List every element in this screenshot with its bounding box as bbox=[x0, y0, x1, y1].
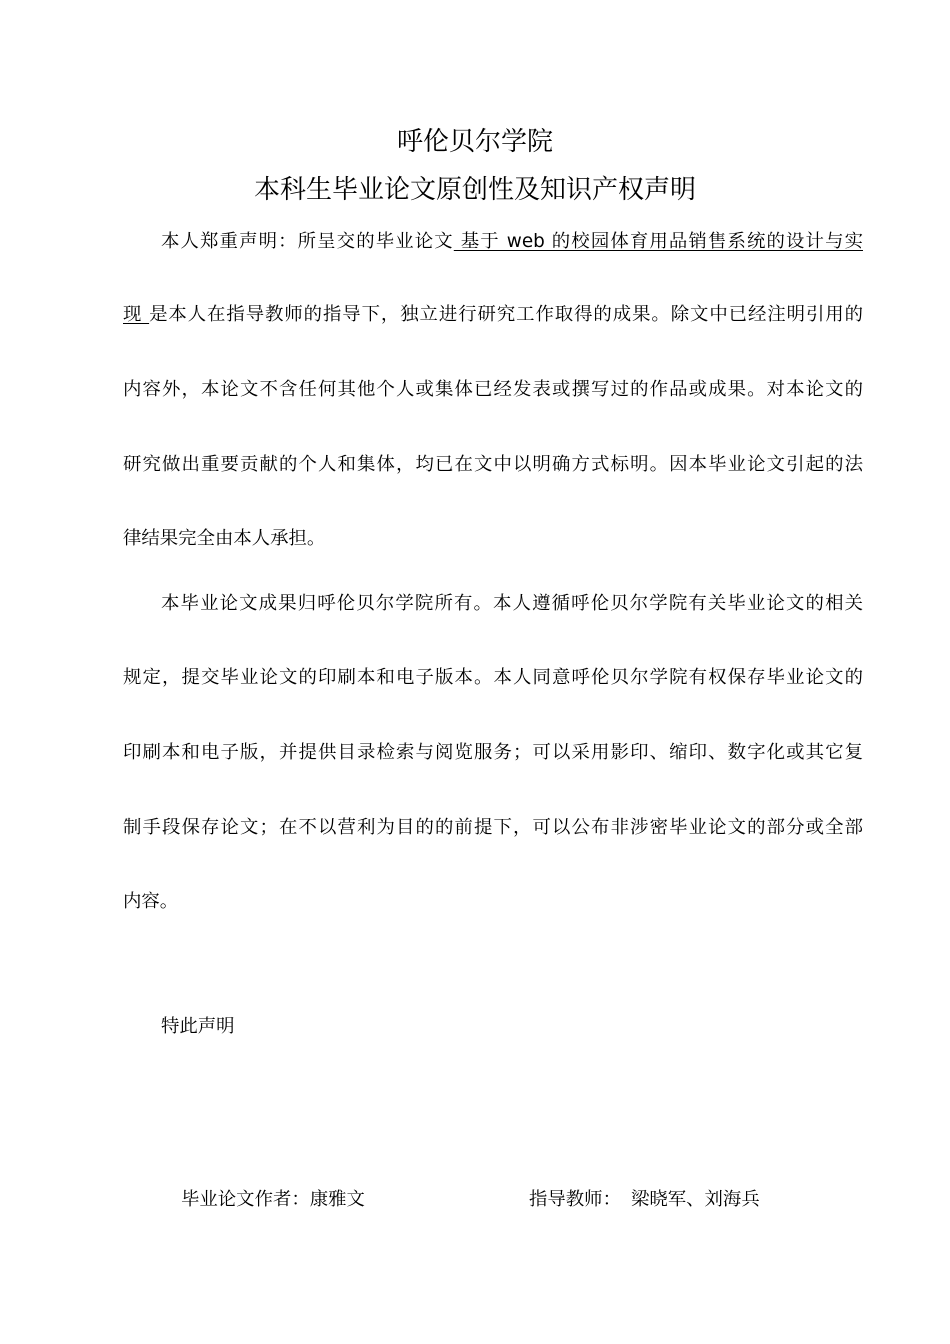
advisor-signature bbox=[529, 1187, 760, 1213]
paragraph1-line3: 内容外，本论文不含任何其他个人或集体已经发表或撰写过的作品或成果。对本论文的 bbox=[123, 379, 863, 400]
author-name: 康雅文 bbox=[309, 1189, 365, 1210]
school-name: 呼伦贝尔学院 bbox=[396, 127, 553, 157]
paragraph2-line5: 内容。 bbox=[123, 891, 179, 912]
advisor-label: 指导教师： bbox=[529, 1189, 621, 1210]
thesis-title-part1: 基于 web 的校园体育用品销售系统的设计与实 bbox=[453, 231, 863, 252]
paragraph2-line4: 制手段保存论文；在不以营利为目的的前提下，可以公布非涉密毕业论文的部分或全部 bbox=[123, 817, 863, 838]
paragraph1-line5: 律结果完全由本人承担。 bbox=[123, 528, 326, 549]
author-signature bbox=[181, 1187, 365, 1213]
paragraph2-line1: 本毕业论文成果归呼伦贝尔学院所有。本人遵循呼伦贝尔学院有关毕业论文的相关 bbox=[161, 593, 863, 614]
paragraph2-line3: 印刷本和电子版，并提供目录检索与阅览服务；可以采用影印、缩印、数字化或其它复 bbox=[123, 742, 863, 763]
closing-statement: 特此声明 bbox=[161, 1016, 235, 1037]
paragraph1-line1 bbox=[161, 229, 863, 255]
paragraph2-line2: 规定，提交毕业论文的印刷本和电子版本。本人同意呼伦贝尔学院有权保存毕业论文的 bbox=[123, 667, 863, 688]
author-label: 毕业论文作者： bbox=[181, 1189, 310, 1210]
declaration-intro: 本人郑重声明：所呈交的毕业论文 bbox=[161, 231, 454, 252]
paragraph1-line4: 研究做出重要贡献的个人和集体，均已在文中以明确方式标明。因本毕业论文引起的法 bbox=[123, 454, 863, 475]
paragraph1-line2-text: 是本人在指导教师的指导下，独立进行研究工作取得的成果。除文中已经注明引用的 bbox=[149, 304, 863, 325]
thesis-title-part2: 现 bbox=[123, 304, 150, 325]
advisor-names: 梁晓军、刘海兵 bbox=[630, 1189, 760, 1210]
statement-title: 本科生毕业论文原创性及知识产权声明 bbox=[253, 175, 696, 205]
paragraph1-line2 bbox=[123, 302, 863, 328]
